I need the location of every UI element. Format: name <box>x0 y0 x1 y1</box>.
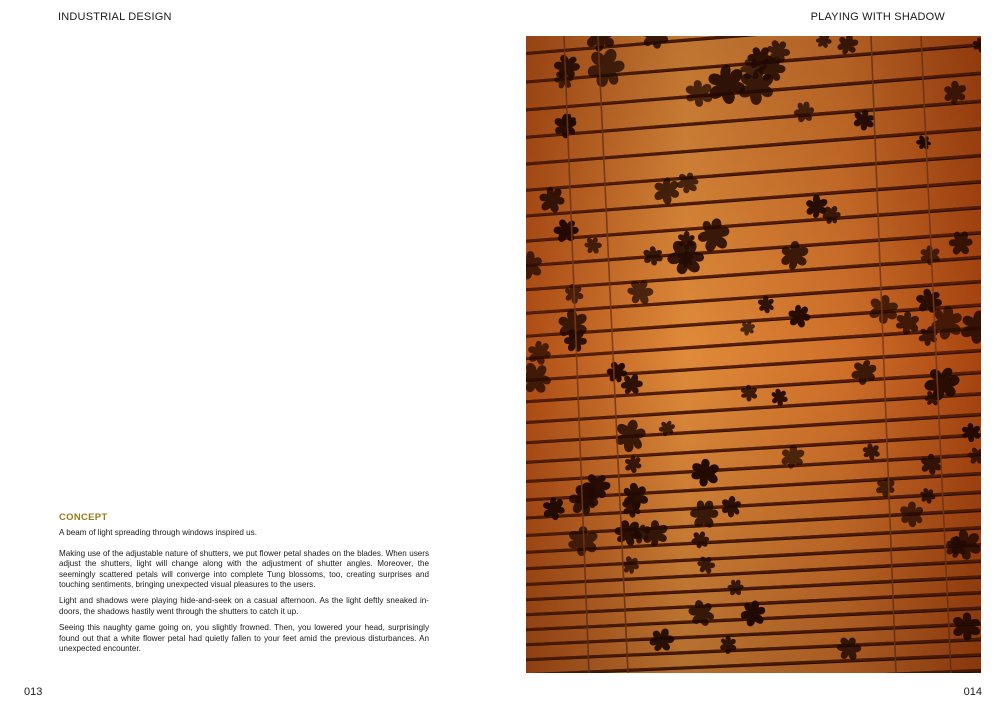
page-number-left: 013 <box>24 686 43 698</box>
header-left-title: INDUSTRIAL DESIGN <box>58 11 172 23</box>
concept-section <box>59 513 429 660</box>
concept-paragraph-2: Making use of the adjustable nature of shutters, we put flower petal shades on the blades. When users adjust the shutters, light will change along with the adjustment of shutter angles. Moreover, the seemingly scattered petals will converge into complete Tung blossoms, too, creating surprises and touching sentiments, bringing unexpected visual pleasures to the users. <box>59 548 429 590</box>
concept-paragraph-4: Seeing this naughty game going on, you slightly frowned. Then, you lowered your head, surprisingly found out that a white flower petal had quietly fallen to your feet amid the previous disturbances. An unexpected encounter. <box>59 623 429 654</box>
concept-heading: CONCEPT <box>59 512 108 523</box>
shutter-photo <box>526 36 981 673</box>
concept-paragraph-3: Light and shadows were playing hide-and-seek on a casual afternoon. As the light deftly sneaked in-doors, the shadows hastily went through the shutters to catch it up. <box>59 596 429 616</box>
page-number-right: 014 <box>963 686 982 698</box>
concept-paragraph-1: A beam of light spreading through windows inspired us. <box>59 528 257 538</box>
header-right-title: PLAYING WITH SHADOW <box>810 11 945 23</box>
